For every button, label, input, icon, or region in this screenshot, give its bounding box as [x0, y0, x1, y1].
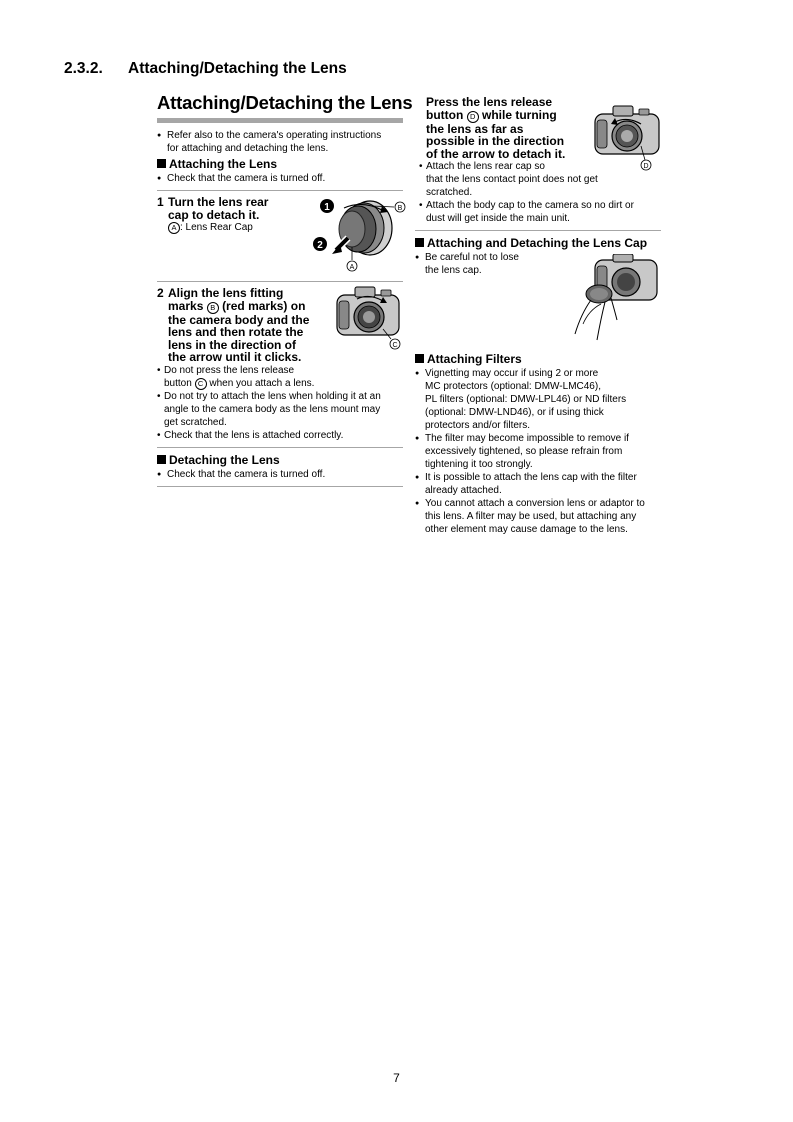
camera-attach-lens-figure	[333, 281, 405, 353]
left-column	[157, 92, 413, 492]
detach-note-1: • Attach the lens rear cap so that the lens contact point does not get scratched.	[419, 160, 661, 199]
detaching-heading: Detaching the Lens	[157, 453, 403, 468]
page-number: 7	[393, 1071, 400, 1085]
divider	[415, 230, 661, 231]
fig1-step1-number: 1	[324, 202, 330, 213]
intro-note: ● Refer also to the camera's operating instructions for attaching and detaching the lens.	[157, 129, 403, 155]
detach-step-block	[415, 95, 661, 170]
section-title: Attaching/Detaching the Lens	[128, 60, 347, 77]
detaching-check: ● Check that the camera is turned off.	[157, 468, 403, 481]
step1-label: A : Lens Rear Cap	[157, 221, 403, 234]
attaching-heading: Attaching the Lens	[157, 157, 403, 172]
divider	[157, 447, 403, 448]
lens-cap-note: ● Be careful not to lose the lens cap.	[415, 251, 661, 277]
fig1-step2-number: 2	[317, 240, 323, 251]
fig2-label-c: C	[392, 342, 398, 349]
step2-block	[157, 287, 403, 364]
lens-cap-figure	[571, 254, 661, 348]
step1-text: 1 Turn the lens rear cap to detach it.	[157, 195, 269, 222]
divider	[157, 190, 403, 191]
step2-text: 2 Align the lens fitting marks B (red marks) on the camera body and the lens and then rotate the lens in the direction of the arrow until it clicks.	[157, 286, 310, 364]
fig1-label-b: B	[397, 205, 403, 212]
title-bar	[157, 118, 403, 123]
square-bullet-icon	[157, 159, 166, 168]
fig1-label-a: A	[349, 264, 355, 271]
step2-note-2: • Do not try to attach the lens when holding it at an angle to the camera body as the lens mount may get scratched.	[157, 390, 403, 429]
lens-rear-cap-figure	[312, 194, 407, 276]
attaching-check: ● Check that the camera is turned off.	[157, 172, 403, 185]
divider	[157, 486, 403, 487]
step2-note-1: • Do not press the lens release button C when you attach a lens.	[157, 364, 403, 390]
filters-note-4: ● You cannot attach a conversion lens or adaptor to this lens. A filter may be used, but attaching any other element may cause damage to the lens.	[415, 497, 661, 536]
filters-heading: Attaching Filters	[415, 352, 661, 367]
filters-note-3: ● It is possible to attach the lens cap with the filter already attached.	[415, 471, 661, 497]
right-column	[415, 96, 661, 536]
step2-note-3: • Check that the lens is attached correctly.	[157, 429, 403, 442]
square-bullet-icon	[157, 455, 166, 464]
detach-note-2: • Attach the body cap to the camera so no dirt or dust will get inside the main unit.	[419, 199, 661, 225]
square-bullet-icon	[415, 238, 424, 247]
square-bullet-icon	[415, 354, 424, 363]
fig3-label-d: D	[643, 163, 649, 170]
lens-cap-block	[415, 236, 661, 350]
lens-cap-heading: Attaching and Detaching the Lens Cap	[415, 236, 661, 251]
filters-note-1: ● Vignetting may occur if using 2 or more MC protectors (optional: DMW-LMC46), PL filters (optional: DMW-LPL46) or ND filters (optional: DMW-LND46), or if using thick protectors and/or filters.	[415, 367, 661, 432]
step1-block	[157, 196, 403, 276]
main-title: Attaching/Detaching the Lens	[157, 92, 413, 113]
section-heading	[64, 60, 347, 78]
filters-note-2: ● The filter may become impossible to remove if excessively tightened, so please refrain from tightening it too strongly.	[415, 432, 661, 471]
section-number: 2.3.2.	[64, 60, 103, 77]
detach-step-text: Press the lens release button D while turning the lens as far as possible in the direction of the arrow to detach it.	[426, 95, 566, 161]
